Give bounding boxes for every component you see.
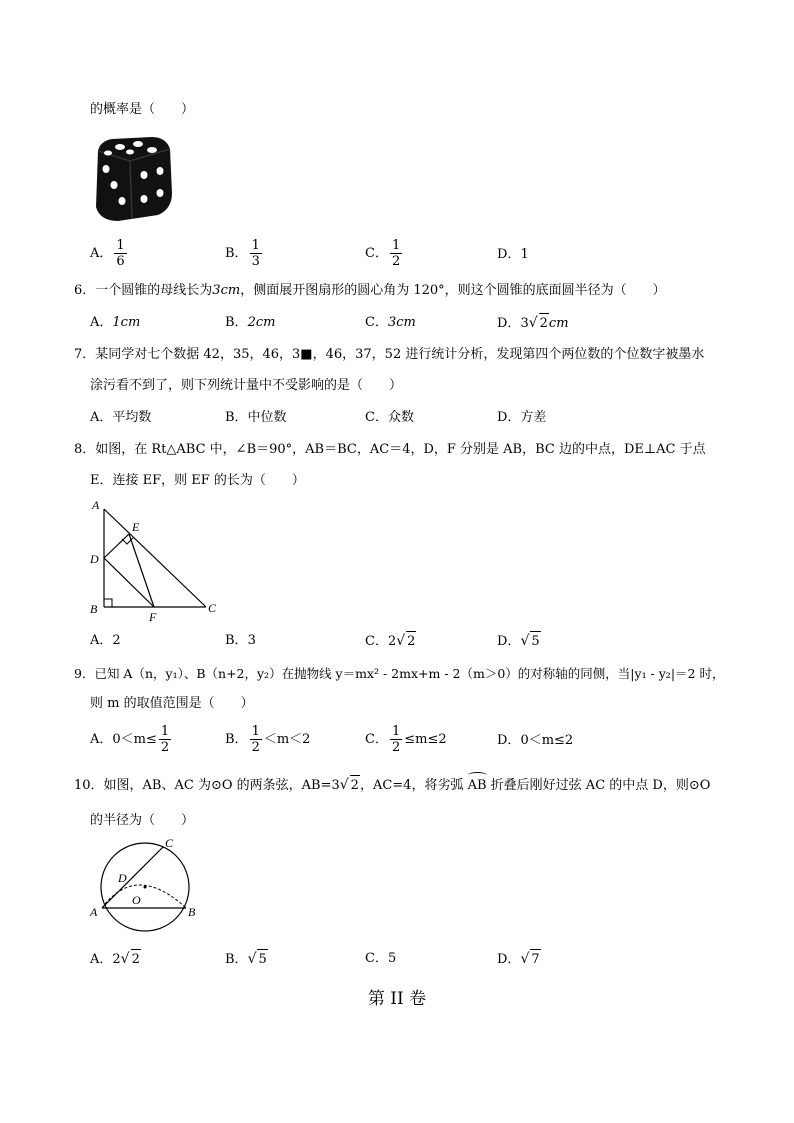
q10-option-b[interactable]: B．√ 5 (225, 949, 268, 970)
q10-label-a: A (90, 905, 98, 919)
q6-option-b[interactable]: B．2cm (225, 315, 276, 330)
q8-option-a[interactable]: A．2 (90, 633, 121, 648)
q8-label-a: A (92, 498, 100, 512)
q10-label-c: C (165, 836, 174, 850)
q10-option-d[interactable]: D．√ 7 (497, 949, 541, 970)
q5-stem-tail: 的概率是（ ） (90, 102, 195, 117)
q7-option-d[interactable]: D．方差 (497, 410, 547, 425)
q10-stem-line2: 的半径为（ ） (90, 813, 195, 828)
q6-option-c[interactable]: C．3cm (365, 315, 416, 330)
q5-option-d[interactable]: D．1 (497, 247, 529, 262)
q7-option-c[interactable]: C．众数 (365, 410, 414, 425)
q5-option-c[interactable]: C． $\frac{1}{2}$ (365, 238, 401, 269)
q10-option-a[interactable]: A．2√ 2 (90, 949, 141, 970)
q9-stem-line2: 则 m 的取值范围是（ ） (90, 696, 254, 711)
dice-image (90, 133, 174, 223)
section-title: 第 II 卷 (367, 989, 427, 1009)
q8-label-e: E (132, 520, 140, 534)
q7-option-a[interactable]: A．平均数 (90, 410, 152, 425)
q7-stem-line1: 7．某同学对七个数据 42，35，46，3■，46，37，52 进行统计分析，发现第四个两位数的个位数字被墨水 (74, 347, 705, 362)
q6-stem: 6．一个圆锥的母线长为3cm，侧面展开图扇形的圆心角为 120°，则这个圆锥的底面圆半径为（ ） (74, 283, 666, 298)
q10-circle-figure (86, 836, 206, 936)
q8-label-d: D (90, 552, 99, 566)
q5-option-a[interactable]: A． $\frac{1}{6}$ (90, 238, 125, 269)
q10-label-d: D (118, 871, 127, 885)
q8-stem-line1: 8．如图，在 Rt△ABC 中，∠B＝90°，AB＝BC，AC＝4，D，F 分别是 AB，BC 边的中点，DE⊥AC 于点 (74, 442, 706, 457)
q6-option-d[interactable]: D．3√ 2cm (497, 313, 569, 334)
q8-option-c[interactable]: C．2√ 2 (365, 631, 416, 652)
q5-option-b[interactable]: B． $\frac{1}{3}$ (225, 238, 260, 269)
q10-label-b: B (188, 905, 196, 919)
q8-option-b[interactable]: B．3 (225, 633, 256, 648)
q9-option-d[interactable]: D．0＜m≤2 (497, 733, 574, 748)
q9-option-b[interactable]: B． $\frac{1}{2}$ ＜m＜2 (225, 724, 311, 755)
q10-label-o: O (132, 893, 141, 907)
q10-option-c[interactable]: C．5 (365, 951, 397, 966)
q9-option-a[interactable]: A．0＜m≤ $\frac{1}{2}$ (90, 724, 170, 755)
q8-label-c: C (208, 601, 217, 615)
q9-stem-line1: 9．已知 A（n，y₁）、B（n+2，y₂）在抛物线 y＝mx² - 2mx+m - 2（m＞0）的对称轴的同侧，当|y₁ - y₂|＝2 时， (74, 666, 725, 681)
q6-option-a[interactable]: A．1cm (90, 315, 141, 330)
q8-label-f: F (149, 610, 157, 624)
q9-option-c[interactable]: C． $\frac{1}{2}$ ≤m≤2 (365, 724, 447, 755)
q8-option-d[interactable]: D．√ 5 (497, 631, 541, 652)
q8-stem-line2: E．连接 EF，则 EF 的长为（ ） (90, 473, 305, 488)
q7-option-b[interactable]: B．中位数 (225, 410, 287, 425)
q8-label-b: B (90, 602, 98, 616)
q8-triangle-figure (86, 495, 226, 625)
q10-stem-line1: 10．如图，AB、AC 为⊙O 的两条弦，AB=3√ 2，AC=4，将劣弧 AB 折叠后刚好过弦 AC 的中点 D，则⊙O (74, 775, 710, 796)
q7-stem-line2: 涂污看不到了，则下列统计量中不受影响的是（ ） (90, 378, 403, 393)
